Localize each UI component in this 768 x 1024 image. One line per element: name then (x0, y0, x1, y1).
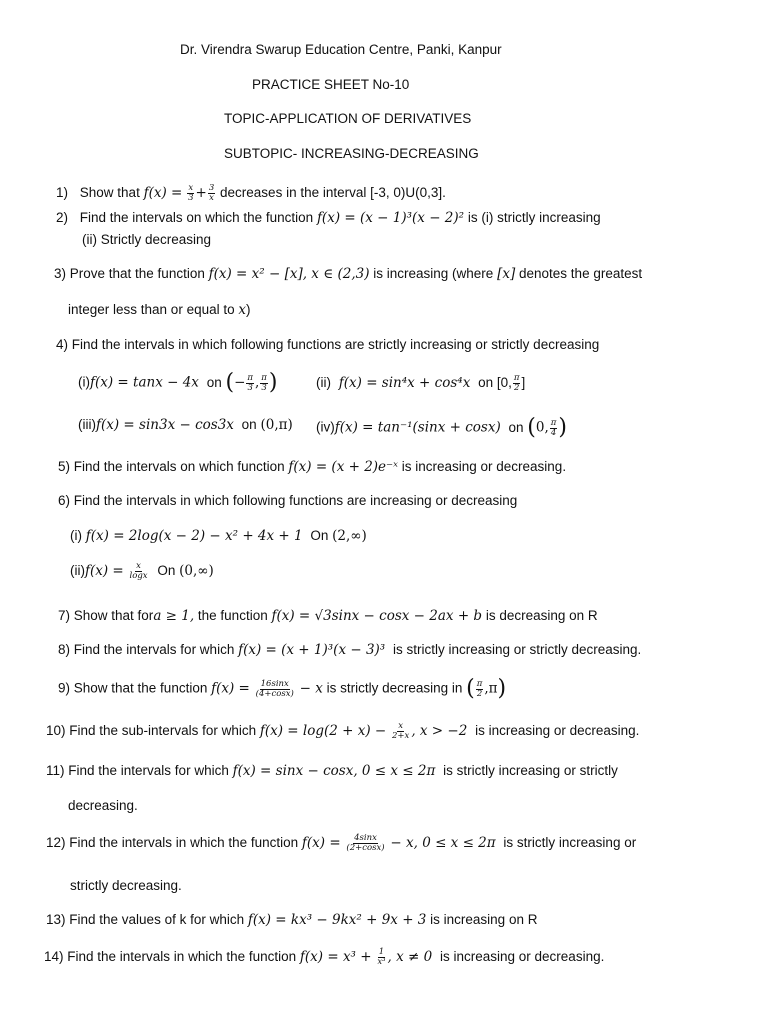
institution-title: Dr. Virendra Swarup Education Centre, Panki, Kanpur (180, 42, 502, 57)
q6-part-ii: (ii)f(x) = $\frac{x}{\log x}$ On (0,∞) (70, 561, 214, 581)
question-8: 8) Find the intervals for which f(x) = (x + 1)³(x − 3)³ is strictly increasing or strictly decreasing. (58, 642, 642, 658)
q12-continuation: strictly decreasing. (70, 878, 182, 893)
question-13: 13) Find the values of k for which f(x) = kx³ − 9kx² + 9x + 3 is increasing on R (46, 912, 538, 928)
sheet-title: PRACTICE SHEET No-10 (252, 77, 410, 92)
q7-function: f(x) = √3sinx − cosx − 2ax + b (271, 608, 483, 624)
q3-function: f(x) = x² − [x], x ∈ (2,3) (208, 266, 370, 282)
q11-continuation: decreasing. (68, 798, 138, 813)
q3-continuation: integer less than or equal to x) (68, 302, 251, 318)
question-6: 6) Find the intervals in which following functions are increasing or decreasing (58, 493, 518, 508)
question-4: 4) Find the intervals in which following functions are strictly increasing or strictly decreasing (56, 337, 600, 352)
question-9: 9) Show that the function f(x) = $\frac{16\sin x}{(4+\cos x)}$ − x is strictly decreasing in ( $\frac{\pi}{2}$ ,π) (58, 676, 507, 701)
q1-number: 1) (56, 184, 69, 200)
topic-title: TOPIC-APPLICATION OF DERIVATIVES (224, 111, 472, 126)
q6-part-i: (i) f(x) = 2log(x − 2) − x² + 4x + 1 On (2,∞) (70, 528, 367, 544)
question-5: 5) Find the intervals on which function f(x) = (x + 2)e⁻ˣ is increasing or decreasing. (58, 459, 567, 475)
q1-interval-text: decreases in the interval [-3, 0)U(0,3]. (220, 184, 446, 200)
q4-part-i: (i)f(x) = tanx − 4x on (− $\frac{\pi}{3}$ , $\frac{\pi}{3}$ ) (78, 370, 278, 395)
question-2 (56, 210, 601, 226)
q1-function: f(x) = (143, 184, 183, 201)
q13-function: f(x) = kx³ − 9kx² + 9x + 3 (247, 912, 427, 928)
subtopic-title: SUBTOPIC- INCREASING-DECREASING (224, 146, 479, 161)
q8-function: f(x) = (x + 1)³(x − 3)³ (238, 642, 386, 658)
q1-fraction-2: $\frac{3}{x}$ (208, 183, 215, 203)
q5-function: f(x) = (x + 2)e⁻ˣ (288, 459, 398, 475)
question-1: 1) Show that f(x) = $\frac{x}{3}$ + $\frac{3}{x}$ decreases in the interval [-3, 0)U(0,3]. (56, 183, 446, 203)
q2-function: f(x) = (x − 1)³(x − 2)² (316, 210, 465, 226)
question-7: 7) Show that fora ≥ 1, the function f(x) = √3sinx − cosx − 2ax + b is decreasing on R (58, 608, 598, 624)
q2-part-ii: (ii) Strictly decreasing (82, 232, 212, 247)
question-10: 10) Find the sub-intervals for which f(x) = log(2 + x) − $\frac{x}{2+x}$ , x > −2 is increasing or decreasing. (46, 721, 640, 741)
q2-part-i: is (i) strictly increasing (467, 210, 601, 225)
q1-text: Show that (79, 184, 140, 200)
question-12: 12) Find the intervals in which the function f(x) = $\frac{4\sin x}{(2+\cos x)}$ − x, 0 ≤ x ≤ 2π is strictly increasing or (46, 833, 637, 853)
question-3: 3) Prove that the function f(x) = x² − [x], x ∈ (2,3) is increasing (where [x] denotes the greatest (54, 266, 643, 282)
q4-part-iv: (iv)f(x) = tan⁻¹(sinx + cosx) on (0, $\frac{\pi}{4}$ ) (316, 415, 567, 440)
q2-number: 2) (56, 210, 69, 225)
q4-part-iii: (iii)f(x) = sin3x − cos3x on (0,π) (78, 417, 293, 433)
q4-part-ii: (ii) f(x) = sin⁴x + cos⁴x on [0, $\frac{\pi}{2}$ ] (316, 373, 526, 393)
q3-text: 3) Prove that the function (54, 266, 205, 281)
question-14: 14) Find the intervals in which the function f(x) = x³ + $\frac{1}{\text{x³}}$ , x ≠ 0 is increasing or decreasing. (44, 947, 605, 967)
question-11: 11) Find the intervals for which f(x) = sinx − cosx, 0 ≤ x ≤ 2π is strictly increasing or strictly (46, 763, 618, 779)
q11-function: f(x) = sinx − cosx, 0 ≤ x ≤ 2π (232, 763, 436, 779)
q1-fraction-1: $\frac{x}{3}$ (188, 183, 194, 203)
q2-text: Find the intervals on which the function (79, 210, 314, 225)
